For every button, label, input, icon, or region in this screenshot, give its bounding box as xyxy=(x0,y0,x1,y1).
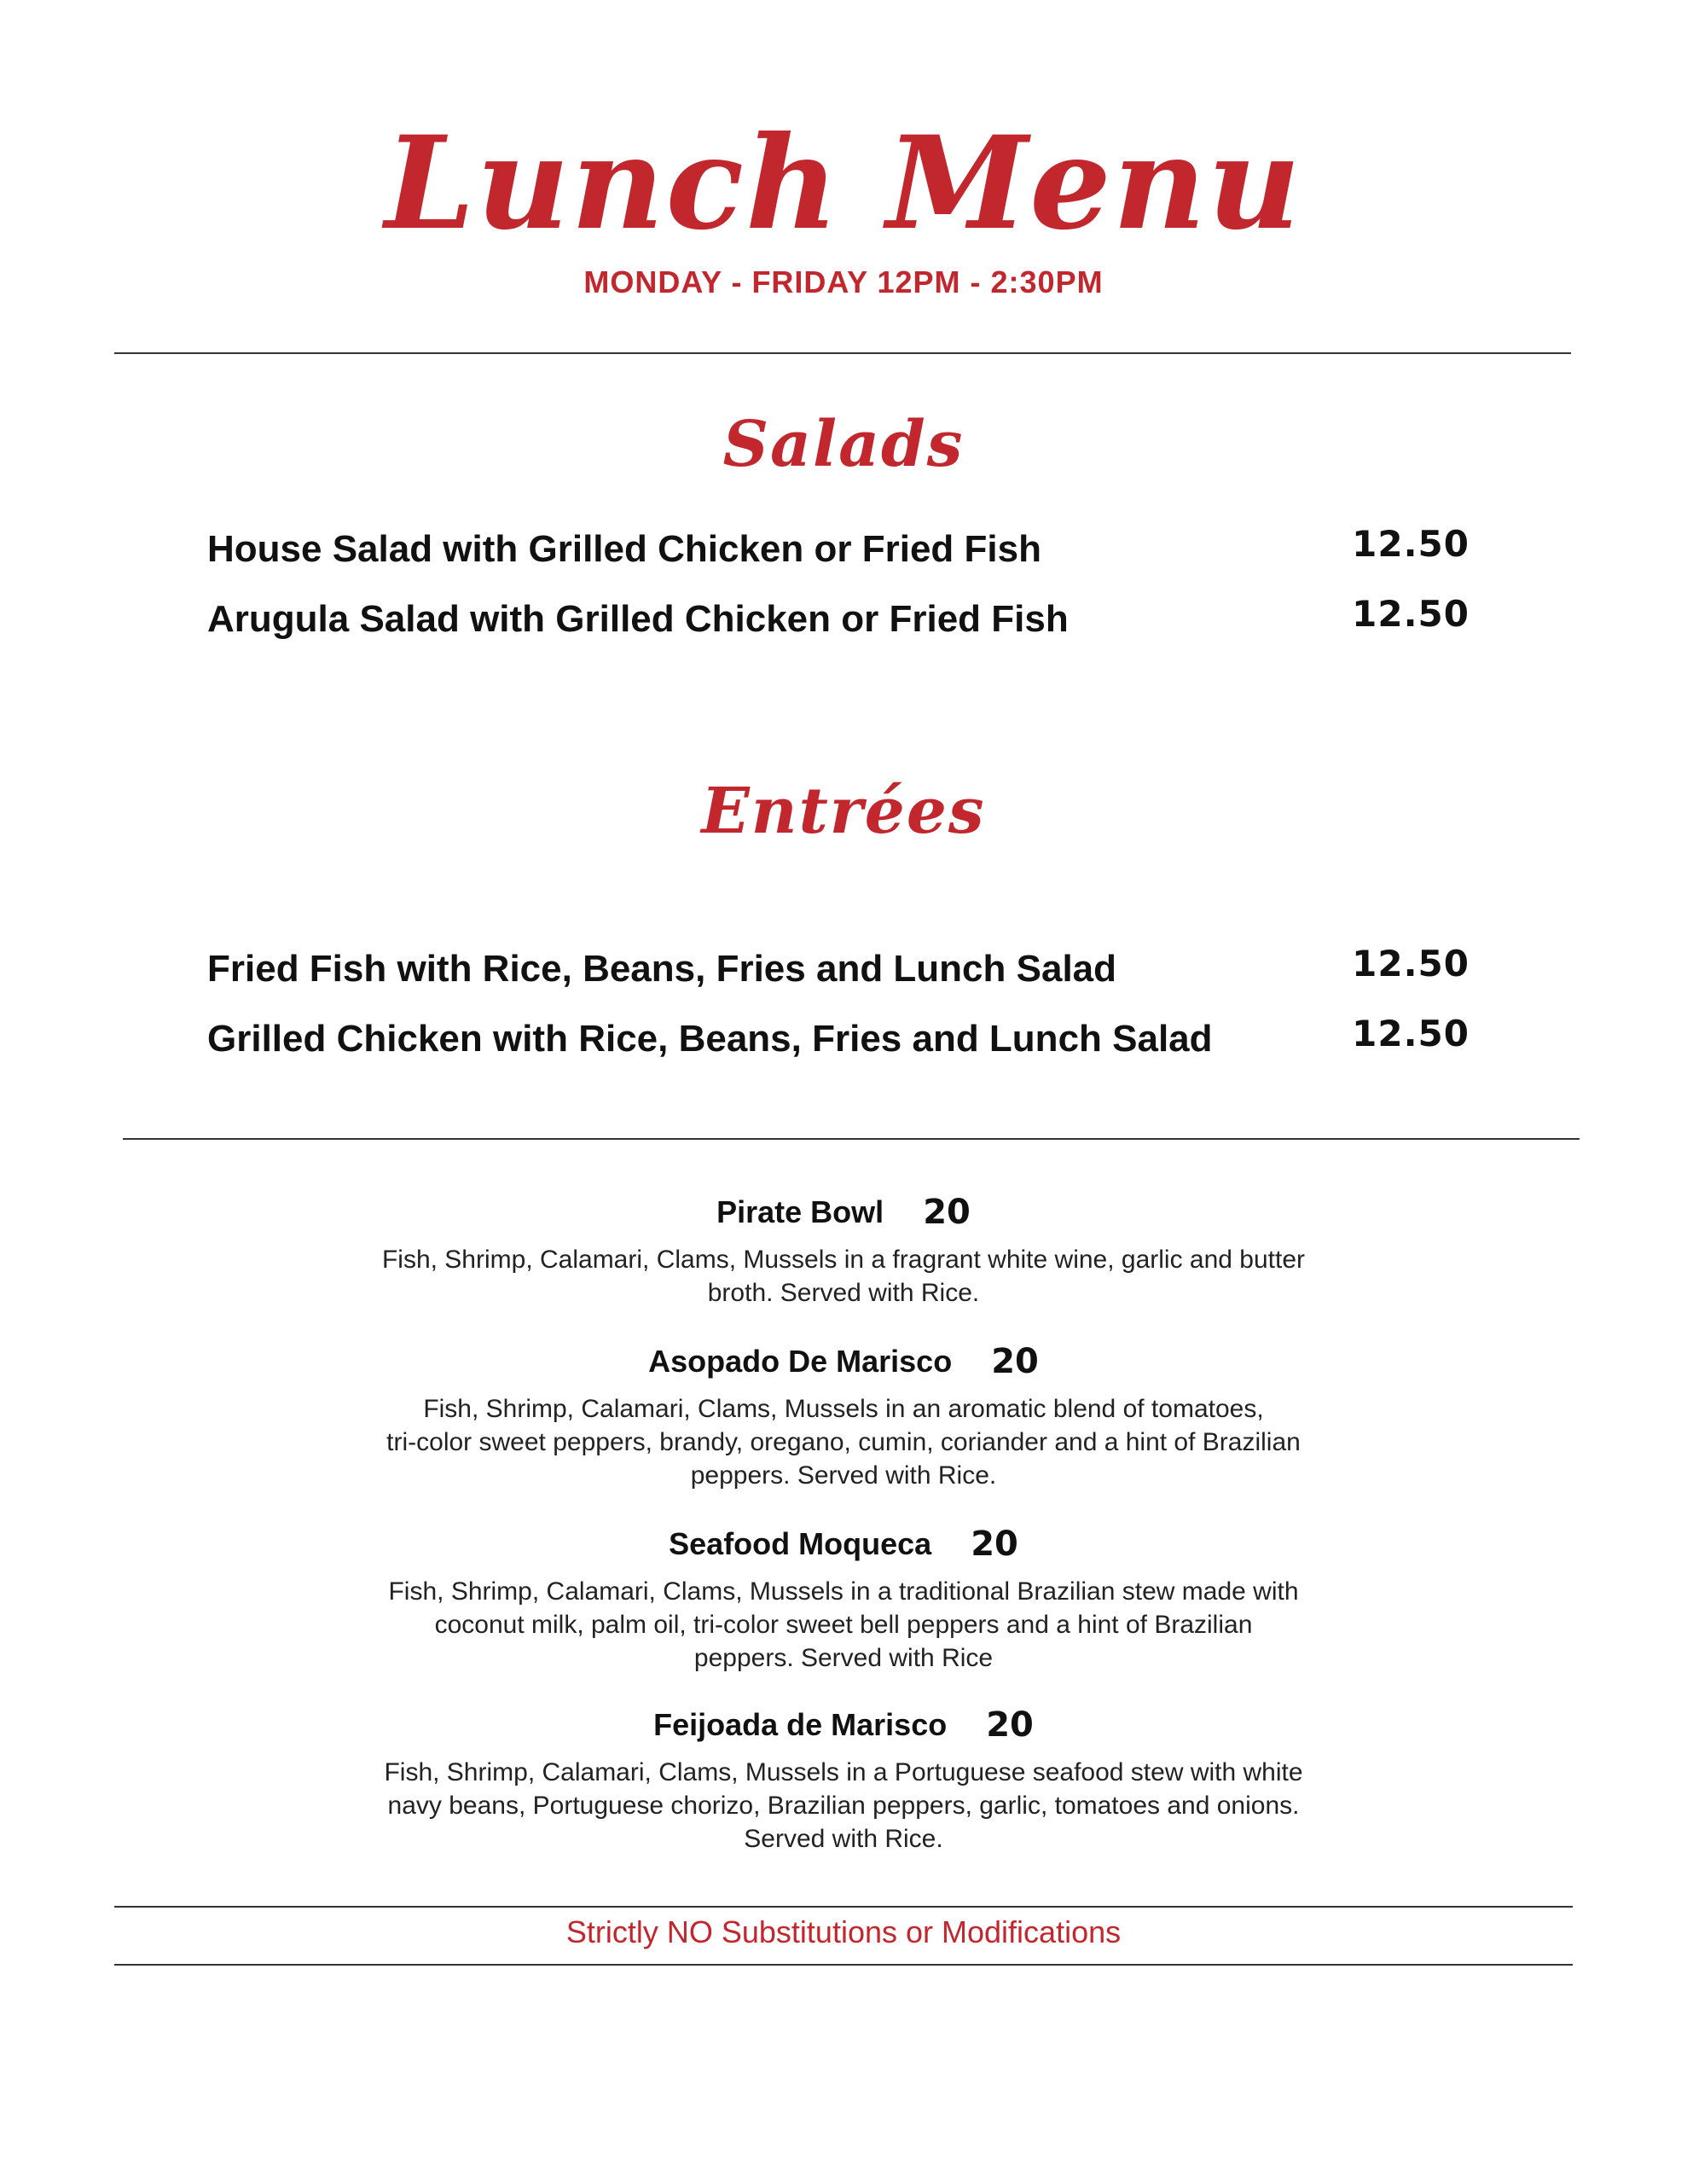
description-line: coconut milk, palm oil, tri-color sweet bell peppers and a hint of Brazilian xyxy=(434,1611,1253,1639)
special-description xyxy=(332,1243,1355,1310)
description-line: Served with Rice. xyxy=(744,1825,943,1853)
special-header xyxy=(332,1520,1355,1568)
menu-item xyxy=(207,524,1470,575)
divider-footer-bottom xyxy=(114,1964,1573,1966)
special-item xyxy=(332,1701,1355,1856)
item-name: Grilled Chicken with Rice, Beans, Fries and Lunch Salad xyxy=(207,1018,1213,1060)
special-price: 20 xyxy=(971,1525,1018,1564)
divider-footer-top xyxy=(114,1906,1573,1908)
description-line: peppers. Served with Rice xyxy=(693,1644,994,1672)
special-description xyxy=(332,1756,1355,1856)
item-price: 12.50 xyxy=(1352,523,1470,565)
special-name: Asopado De Marisco xyxy=(648,1344,953,1379)
special-description xyxy=(332,1392,1355,1492)
special-name: Seafood Moqueca xyxy=(669,1526,932,1561)
special-item xyxy=(332,1188,1355,1310)
divider-middle xyxy=(123,1138,1580,1140)
substitution-notice: Strictly NO Substitutions or Modifications xyxy=(565,1914,1122,1949)
special-name: Feijoada de Marisco xyxy=(653,1707,948,1742)
description-line: tri-color sweet peppers, brandy, oregano, cumin, coriander and a hint of Brazilian xyxy=(386,1428,1301,1456)
item-name: Fried Fish with Rice, Beans, Fries and Lunch Salad xyxy=(207,948,1117,990)
divider-top xyxy=(114,352,1571,354)
description-line: broth. Served with Rice. xyxy=(707,1279,980,1307)
special-description xyxy=(332,1575,1355,1675)
item-price: 12.50 xyxy=(1352,1013,1470,1054)
entrees-heading: Entrées xyxy=(701,775,986,848)
description-line: Fish, Shrimp, Calamari, Clams, Mussels in a fragrant white wine, garlic and butter xyxy=(381,1246,1306,1274)
description-line: peppers. Served with Rice. xyxy=(690,1461,997,1490)
special-price: 20 xyxy=(923,1193,971,1232)
description-line: navy beans, Portuguese chorizo, Brazilian peppers, garlic, tomatoes and onions. xyxy=(387,1792,1300,1820)
service-hours: MONDAY - FRIDAY 12PM - 2:30PM xyxy=(583,264,1104,299)
special-item xyxy=(332,1520,1355,1675)
item-name: Arugula Salad with Grilled Chicken or Fried Fish xyxy=(207,598,1069,640)
special-name: Pirate Bowl xyxy=(716,1194,884,1229)
description-line: Fish, Shrimp, Calamari, Clams, Mussels in a traditional Brazilian stew made with xyxy=(388,1577,1299,1606)
special-header xyxy=(332,1701,1355,1749)
special-item xyxy=(332,1338,1355,1492)
menu-item xyxy=(207,594,1470,645)
special-header xyxy=(332,1338,1355,1385)
menu-item xyxy=(207,944,1470,995)
salads-heading: Salads xyxy=(722,408,965,481)
special-price: 20 xyxy=(991,1342,1039,1381)
page-title: Lunch Menu xyxy=(385,108,1302,258)
item-name: House Salad with Grilled Chicken or Fried Fish xyxy=(207,528,1041,570)
item-price: 12.50 xyxy=(1352,593,1470,635)
special-price: 20 xyxy=(986,1705,1034,1745)
menu-item xyxy=(207,1014,1470,1065)
description-line: Fish, Shrimp, Calamari, Clams, Mussels in an aromatic blend of tomatoes, xyxy=(423,1395,1264,1423)
item-price: 12.50 xyxy=(1352,943,1470,985)
description-line: Fish, Shrimp, Calamari, Clams, Mussels in a Portuguese seafood stew with white xyxy=(384,1758,1303,1786)
special-header xyxy=(332,1188,1355,1236)
